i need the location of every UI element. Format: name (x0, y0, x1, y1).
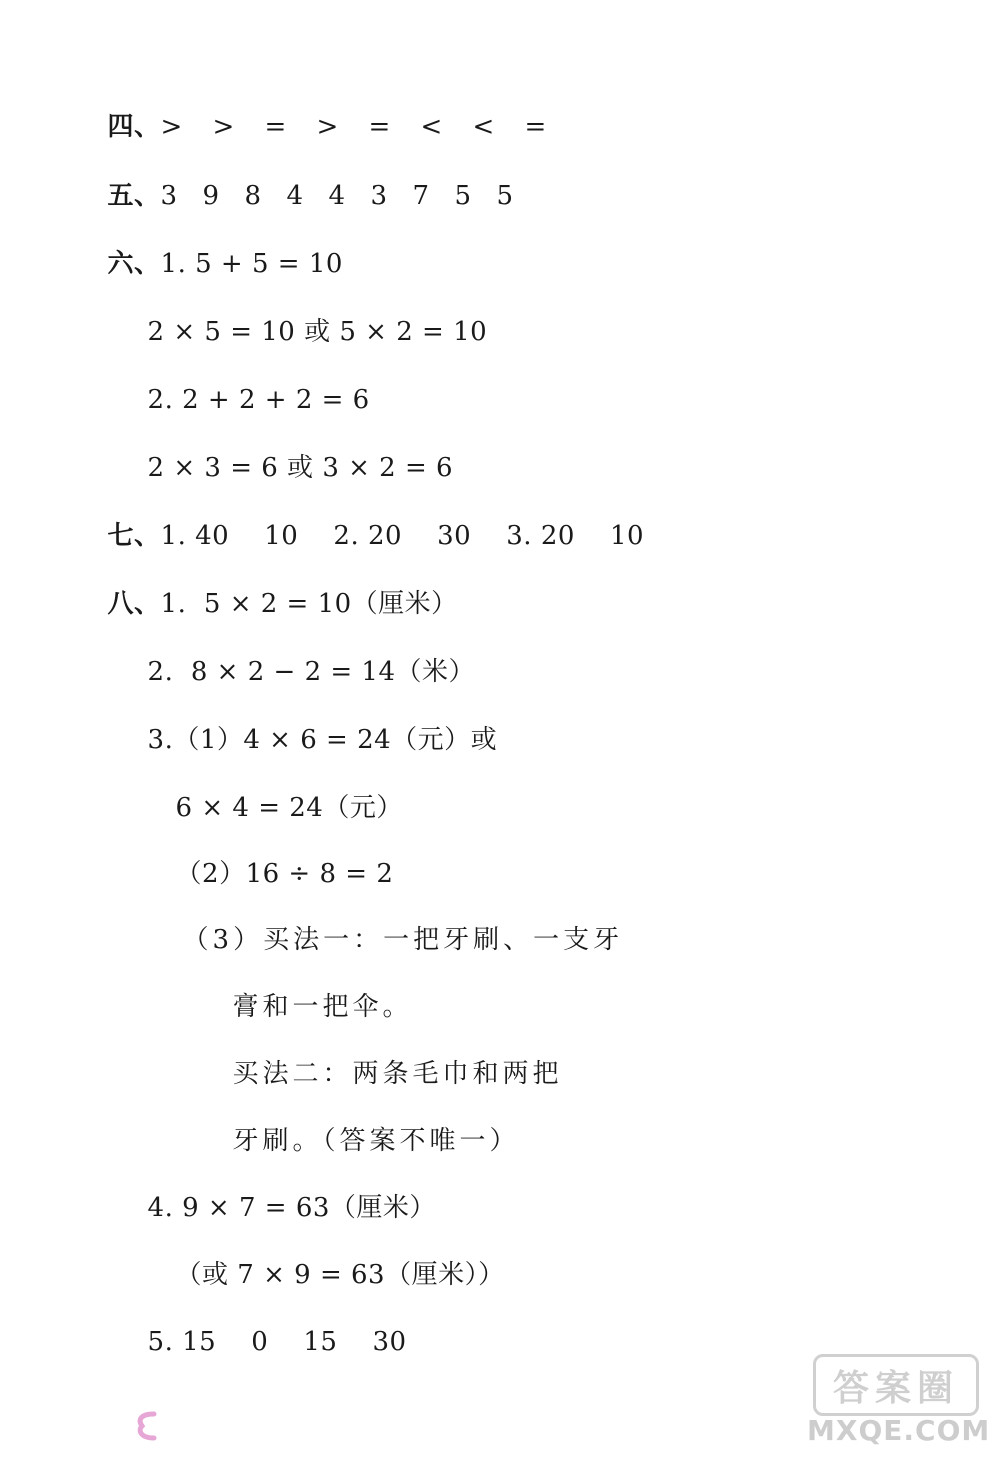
answer-text: 1. 5 × 2 = 10（厘米） (160, 589, 458, 619)
answer-text: 2 × 3 = 6 或 3 × 2 = 6 (147, 453, 454, 483)
watermark-site: MXQE.COM (807, 1414, 991, 1447)
section-label-four: 四、 (107, 112, 161, 142)
answer-item: = (368, 112, 391, 142)
answer-text: 1. 40 10 2. 20 30 3. 20 10 (160, 521, 645, 551)
section-label-eight: 八、 (107, 589, 161, 619)
watermark-logo: 答案圈 (813, 1354, 979, 1416)
answer-row-eight-7 (208, 956, 413, 1024)
answer-text: 5. 15 0 15 30 (147, 1327, 407, 1357)
answer-row-eight-9 (208, 1090, 520, 1158)
answer-item: = (264, 112, 287, 142)
answer-text: 1. 5 + 5 = 10 (160, 249, 343, 279)
answer-item: < (420, 112, 443, 142)
pink-bracket-mark-icon (128, 1408, 164, 1444)
answer-text: 2 × 5 = 10 或 5 × 2 = 10 (147, 317, 488, 347)
answer-item: > (160, 112, 183, 142)
answer-row-six-1 (90, 213, 343, 281)
answer-item: > (316, 112, 339, 142)
answer-item: 5 (454, 181, 472, 211)
section-label-five: 五、 (107, 181, 161, 211)
answer-row-eight-3 (130, 689, 497, 757)
answer-item: 5 (496, 181, 514, 211)
answer-row-eight-2 (130, 621, 475, 689)
answer-text: 4. 9 × 7 = 63（厘米） (147, 1193, 436, 1223)
answer-row-eight-4 (158, 757, 403, 825)
answer-item: = (524, 112, 547, 142)
answer-row-eight-1 (90, 553, 458, 621)
answer-row-six-3 (130, 349, 370, 417)
answer-item: > (212, 112, 235, 142)
answer-text: 牙刷。（答案不唯一） (232, 1126, 520, 1156)
answer-row-five (90, 145, 539, 213)
answer-row-eight-5 (158, 823, 393, 891)
answer-row-seven (90, 485, 644, 553)
site-watermark (807, 1354, 991, 1449)
answer-row-eight-6 (158, 889, 623, 957)
answer-text: 膏和一把伞。 (232, 992, 413, 1022)
answer-item: 3 (160, 181, 178, 211)
answer-text: （3）买法一：一把牙刷、一支牙 (182, 925, 624, 955)
section-label-six: 六、 (107, 249, 161, 279)
answer-item: 9 (202, 181, 220, 211)
answer-row-four (90, 76, 577, 144)
answer-text: （2）16 ÷ 8 = 2 (175, 859, 394, 889)
answer-text: 6 × 4 = 24（元） (175, 793, 403, 823)
answer-item: 4 (328, 181, 346, 211)
answer-item: 4 (286, 181, 304, 211)
answer-row-six-2 (130, 281, 487, 349)
answer-row-six-4 (130, 417, 453, 485)
answer-text: （或 7 × 9 = 63（厘米）） (175, 1260, 505, 1290)
answer-item: 8 (244, 181, 262, 211)
answer-text: 3.（1）4 × 6 = 24（元）或 (147, 725, 498, 755)
answer-row-eight-12 (130, 1291, 407, 1359)
answer-row-eight-10 (130, 1157, 436, 1225)
answer-row-eight-11 (158, 1224, 505, 1292)
answer-text: 2. 8 × 2 − 2 = 14（米） (147, 657, 476, 687)
section-label-seven: 七、 (107, 521, 161, 551)
answer-text: 2. 2 + 2 + 2 = 6 (147, 385, 370, 415)
answer-text: 买法二：两条毛巾和两把 (232, 1059, 563, 1089)
answer-item: < (472, 112, 495, 142)
answer-row-eight-8 (208, 1023, 563, 1091)
answer-item: 3 (370, 181, 388, 211)
answer-item: 7 (412, 181, 430, 211)
